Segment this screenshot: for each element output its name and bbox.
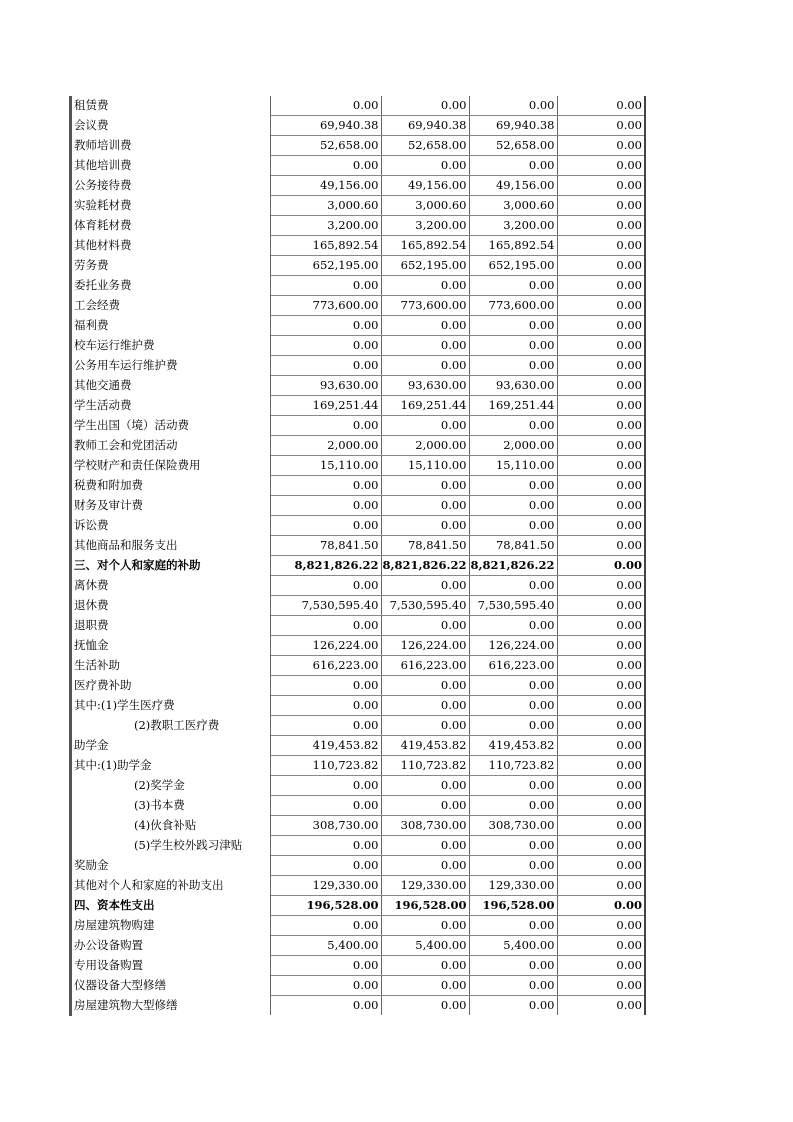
row-value-1: 69,940.38	[270, 116, 381, 136]
row-label: 退职费	[72, 616, 270, 636]
row-label: 退休费	[72, 596, 270, 616]
row-value-4: 0.00	[557, 916, 645, 936]
row-value-2: 3,200.00	[381, 216, 469, 236]
row-value-1: 110,723.82	[270, 756, 381, 776]
row-value-3: 0.00	[469, 856, 557, 876]
row-value-2: 0.00	[381, 336, 469, 356]
row-value-1: 652,195.00	[270, 256, 381, 276]
table-row	[72, 576, 645, 596]
row-value-3: 0.00	[469, 276, 557, 296]
row-label: 四、资本性支出	[72, 896, 270, 916]
row-label: 其他交通费	[72, 376, 270, 396]
table-row	[72, 636, 645, 656]
row-value-2: 0.00	[381, 416, 469, 436]
row-value-3: 0.00	[469, 516, 557, 536]
row-value-4: 0.00	[557, 136, 645, 156]
row-value-3: 2,000.00	[469, 436, 557, 456]
row-label: 三、对个人和家庭的补助	[72, 556, 270, 576]
table-row	[72, 476, 645, 496]
table-row	[72, 796, 645, 816]
row-value-2: 0.00	[381, 96, 469, 116]
row-value-2: 652,195.00	[381, 256, 469, 276]
row-value-3: 0.00	[469, 616, 557, 636]
table-row	[72, 456, 645, 476]
row-value-2: 0.00	[381, 976, 469, 996]
table-row	[72, 876, 645, 896]
row-value-3: 93,630.00	[469, 376, 557, 396]
row-value-2: 3,000.60	[381, 196, 469, 216]
row-value-1: 0.00	[270, 836, 381, 856]
row-value-4: 0.00	[557, 236, 645, 256]
row-value-3: 7,530,595.40	[469, 596, 557, 616]
row-value-2: 0.00	[381, 796, 469, 816]
row-value-1: 5,400.00	[270, 936, 381, 956]
row-value-3: 110,723.82	[469, 756, 557, 776]
row-value-1: 126,224.00	[270, 636, 381, 656]
row-value-4: 0.00	[557, 536, 645, 556]
table-row	[72, 96, 645, 116]
row-value-3: 129,330.00	[469, 876, 557, 896]
row-label: 诉讼费	[72, 516, 270, 536]
row-value-4: 0.00	[557, 996, 645, 1016]
row-value-3: 165,892.54	[469, 236, 557, 256]
row-value-3: 196,528.00	[469, 896, 557, 916]
row-value-4: 0.00	[557, 656, 645, 676]
table-row	[72, 936, 645, 956]
row-label: (4)伙食补贴	[72, 816, 270, 836]
row-value-4: 0.00	[557, 956, 645, 976]
table-row	[72, 376, 645, 396]
table-row	[72, 896, 645, 916]
row-value-4: 0.00	[557, 496, 645, 516]
row-value-3: 0.00	[469, 496, 557, 516]
row-value-4: 0.00	[557, 116, 645, 136]
row-value-4: 0.00	[557, 596, 645, 616]
row-label: 财务及审计费	[72, 496, 270, 516]
row-label: (2)奖学金	[72, 776, 270, 796]
row-value-4: 0.00	[557, 856, 645, 876]
row-value-2: 7,530,595.40	[381, 596, 469, 616]
row-value-2: 165,892.54	[381, 236, 469, 256]
row-label: 医疗费补助	[72, 676, 270, 696]
row-value-3: 52,658.00	[469, 136, 557, 156]
row-label: 工会经费	[72, 296, 270, 316]
table-row	[72, 176, 645, 196]
row-value-1: 0.00	[270, 796, 381, 816]
row-value-2: 0.00	[381, 676, 469, 696]
row-value-1: 0.00	[270, 716, 381, 736]
row-value-1: 169,251.44	[270, 396, 381, 416]
row-value-2: 126,224.00	[381, 636, 469, 656]
row-value-4: 0.00	[557, 296, 645, 316]
row-label: 其中:(1)助学金	[72, 756, 270, 776]
row-label: 其他培训费	[72, 156, 270, 176]
row-value-3: 0.00	[469, 316, 557, 336]
row-label: 仪器设备大型修缮	[72, 976, 270, 996]
row-value-4: 0.00	[557, 476, 645, 496]
row-value-2: 49,156.00	[381, 176, 469, 196]
row-value-1: 0.00	[270, 516, 381, 536]
row-value-4: 0.00	[557, 216, 645, 236]
row-value-3: 308,730.00	[469, 816, 557, 836]
table-row	[72, 916, 645, 936]
table-row	[72, 396, 645, 416]
row-label: (3)书本费	[72, 796, 270, 816]
row-value-1: 0.00	[270, 616, 381, 636]
row-value-4: 0.00	[557, 416, 645, 436]
row-label: 公务接待费	[72, 176, 270, 196]
row-value-4: 0.00	[557, 776, 645, 796]
row-value-2: 0.00	[381, 836, 469, 856]
row-value-2: 0.00	[381, 856, 469, 876]
table-row	[72, 436, 645, 456]
row-value-3: 419,453.82	[469, 736, 557, 756]
row-value-3: 69,940.38	[469, 116, 557, 136]
row-value-4: 0.00	[557, 696, 645, 716]
row-value-3: 0.00	[469, 476, 557, 496]
row-label: 实验耗材费	[72, 196, 270, 216]
row-value-2: 308,730.00	[381, 816, 469, 836]
row-value-3: 0.00	[469, 576, 557, 596]
row-value-2: 0.00	[381, 996, 469, 1016]
row-value-3: 169,251.44	[469, 396, 557, 416]
row-value-3: 0.00	[469, 956, 557, 976]
table-row	[72, 976, 645, 996]
table-row	[72, 776, 645, 796]
row-value-2: 93,630.00	[381, 376, 469, 396]
row-value-4: 0.00	[557, 196, 645, 216]
row-value-1: 15,110.00	[270, 456, 381, 476]
row-value-3: 0.00	[469, 156, 557, 176]
row-value-1: 0.00	[270, 336, 381, 356]
row-value-1: 0.00	[270, 416, 381, 436]
row-value-1: 52,658.00	[270, 136, 381, 156]
table-row	[72, 536, 645, 556]
row-label: 税费和附加费	[72, 476, 270, 496]
row-label: 校车运行维护费	[72, 336, 270, 356]
row-value-2: 0.00	[381, 916, 469, 936]
row-value-3: 15,110.00	[469, 456, 557, 476]
row-label: 教师工会和党团活动	[72, 436, 270, 456]
row-value-1: 2,000.00	[270, 436, 381, 456]
row-value-2: 196,528.00	[381, 896, 469, 916]
table-row	[72, 616, 645, 636]
row-label: 离休费	[72, 576, 270, 596]
row-value-4: 0.00	[557, 796, 645, 816]
row-value-2: 0.00	[381, 316, 469, 336]
row-value-4: 0.00	[557, 976, 645, 996]
row-value-2: 52,658.00	[381, 136, 469, 156]
row-value-3: 3,200.00	[469, 216, 557, 236]
row-value-4: 0.00	[557, 736, 645, 756]
row-value-2: 0.00	[381, 496, 469, 516]
row-value-3: 126,224.00	[469, 636, 557, 656]
row-value-3: 8,821,826.22	[469, 556, 557, 576]
row-value-1: 0.00	[270, 496, 381, 516]
row-value-3: 0.00	[469, 96, 557, 116]
table-row	[72, 996, 645, 1016]
row-label: (2)教职工医疗费	[72, 716, 270, 736]
table-row	[72, 196, 645, 216]
row-value-2: 0.00	[381, 356, 469, 376]
row-value-2: 0.00	[381, 696, 469, 716]
table-row	[72, 156, 645, 176]
row-label: 委托业务费	[72, 276, 270, 296]
row-value-1: 0.00	[270, 956, 381, 976]
row-value-1: 93,630.00	[270, 376, 381, 396]
row-value-2: 419,453.82	[381, 736, 469, 756]
row-label: 教师培训费	[72, 136, 270, 156]
row-value-3: 0.00	[469, 796, 557, 816]
row-label: 会议费	[72, 116, 270, 136]
row-value-4: 0.00	[557, 896, 645, 916]
row-value-2: 2,000.00	[381, 436, 469, 456]
row-value-1: 0.00	[270, 696, 381, 716]
row-label: 房屋建筑物大型修缮	[72, 996, 270, 1016]
row-value-2: 0.00	[381, 276, 469, 296]
row-value-3: 0.00	[469, 716, 557, 736]
row-value-2: 0.00	[381, 716, 469, 736]
row-value-2: 616,223.00	[381, 656, 469, 676]
row-value-4: 0.00	[557, 516, 645, 536]
row-value-4: 0.00	[557, 456, 645, 476]
table-row	[72, 676, 645, 696]
row-value-3: 0.00	[469, 676, 557, 696]
row-label: 抚恤金	[72, 636, 270, 656]
table-row	[72, 556, 645, 576]
row-value-4: 0.00	[557, 436, 645, 456]
row-value-2: 78,841.50	[381, 536, 469, 556]
row-value-3: 0.00	[469, 776, 557, 796]
row-value-2: 0.00	[381, 516, 469, 536]
row-label: 福利费	[72, 316, 270, 336]
row-value-4: 0.00	[557, 556, 645, 576]
table-row	[72, 116, 645, 136]
row-value-1: 49,156.00	[270, 176, 381, 196]
row-value-1: 0.00	[270, 856, 381, 876]
row-value-4: 0.00	[557, 756, 645, 776]
row-value-2: 0.00	[381, 776, 469, 796]
row-label: 公务用车运行维护费	[72, 356, 270, 376]
row-value-4: 0.00	[557, 396, 645, 416]
row-value-3: 49,156.00	[469, 176, 557, 196]
row-value-2: 129,330.00	[381, 876, 469, 896]
table-row	[72, 856, 645, 876]
table-row	[72, 416, 645, 436]
row-label: 体育耗材费	[72, 216, 270, 236]
row-label: 学校财产和责任保险费用	[72, 456, 270, 476]
table-row	[72, 136, 645, 156]
row-value-4: 0.00	[557, 376, 645, 396]
row-value-4: 0.00	[557, 616, 645, 636]
table-row	[72, 216, 645, 236]
row-value-1: 3,200.00	[270, 216, 381, 236]
row-value-1: 0.00	[270, 976, 381, 996]
row-value-1: 0.00	[270, 96, 381, 116]
row-value-3: 3,000.60	[469, 196, 557, 216]
row-value-1: 0.00	[270, 476, 381, 496]
row-value-2: 0.00	[381, 576, 469, 596]
table-row	[72, 336, 645, 356]
row-value-1: 308,730.00	[270, 816, 381, 836]
row-value-1: 0.00	[270, 776, 381, 796]
table-row	[72, 296, 645, 316]
row-value-1: 0.00	[270, 916, 381, 936]
table-body	[72, 96, 645, 1015]
row-value-4: 0.00	[557, 96, 645, 116]
row-value-4: 0.00	[557, 576, 645, 596]
table-row	[72, 276, 645, 296]
row-value-3: 652,195.00	[469, 256, 557, 276]
row-value-4: 0.00	[557, 836, 645, 856]
table-row	[72, 816, 645, 836]
row-label: 办公设备购置	[72, 936, 270, 956]
row-value-4: 0.00	[557, 156, 645, 176]
row-value-2: 773,600.00	[381, 296, 469, 316]
row-value-1: 0.00	[270, 316, 381, 336]
row-value-1: 773,600.00	[270, 296, 381, 316]
row-value-2: 0.00	[381, 156, 469, 176]
row-value-3: 0.00	[469, 916, 557, 936]
row-value-1: 8,821,826.22	[270, 556, 381, 576]
row-label: 专用设备购置	[72, 956, 270, 976]
row-value-4: 0.00	[557, 676, 645, 696]
row-value-4: 0.00	[557, 316, 645, 336]
row-value-4: 0.00	[557, 356, 645, 376]
row-value-4: 0.00	[557, 256, 645, 276]
row-label: 奖励金	[72, 856, 270, 876]
row-value-1: 129,330.00	[270, 876, 381, 896]
row-label: 助学金	[72, 736, 270, 756]
row-label: 租赁费	[72, 96, 270, 116]
row-value-1: 0.00	[270, 356, 381, 376]
table-row	[72, 696, 645, 716]
expenditure-table	[72, 96, 646, 1015]
table-row	[72, 516, 645, 536]
table-row	[72, 236, 645, 256]
table-row	[72, 756, 645, 776]
row-value-2: 110,723.82	[381, 756, 469, 776]
row-label: (5)学生校外践习津贴	[72, 836, 270, 856]
row-value-3: 0.00	[469, 356, 557, 376]
row-value-1: 0.00	[270, 996, 381, 1016]
row-value-3: 0.00	[469, 336, 557, 356]
row-label: 其他材料费	[72, 236, 270, 256]
table-row	[72, 496, 645, 516]
row-value-1: 0.00	[270, 156, 381, 176]
row-value-3: 0.00	[469, 696, 557, 716]
table-row	[72, 956, 645, 976]
row-value-4: 0.00	[557, 816, 645, 836]
row-value-2: 69,940.38	[381, 116, 469, 136]
row-value-1: 0.00	[270, 676, 381, 696]
row-value-3: 5,400.00	[469, 936, 557, 956]
row-value-3: 0.00	[469, 416, 557, 436]
row-value-1: 7,530,595.40	[270, 596, 381, 616]
row-value-2: 0.00	[381, 476, 469, 496]
row-value-1: 616,223.00	[270, 656, 381, 676]
row-value-3: 0.00	[469, 976, 557, 996]
table-row	[72, 736, 645, 756]
row-label: 学生活动费	[72, 396, 270, 416]
row-value-4: 0.00	[557, 936, 645, 956]
table-row	[72, 656, 645, 676]
row-value-1: 0.00	[270, 276, 381, 296]
row-value-4: 0.00	[557, 876, 645, 896]
row-value-2: 0.00	[381, 616, 469, 636]
row-label: 学生出国（境）活动费	[72, 416, 270, 436]
row-value-1: 165,892.54	[270, 236, 381, 256]
row-value-2: 5,400.00	[381, 936, 469, 956]
row-label: 劳务费	[72, 256, 270, 276]
row-value-2: 0.00	[381, 956, 469, 976]
row-label: 房屋建筑物购建	[72, 916, 270, 936]
row-value-1: 419,453.82	[270, 736, 381, 756]
row-value-2: 169,251.44	[381, 396, 469, 416]
row-value-1: 3,000.60	[270, 196, 381, 216]
table-row	[72, 836, 645, 856]
row-value-3: 773,600.00	[469, 296, 557, 316]
row-label: 其中:(1)学生医疗费	[72, 696, 270, 716]
row-label: 生活补助	[72, 656, 270, 676]
row-value-3: 0.00	[469, 836, 557, 856]
row-value-2: 15,110.00	[381, 456, 469, 476]
table-row	[72, 716, 645, 736]
row-value-4: 0.00	[557, 716, 645, 736]
table-row	[72, 316, 645, 336]
table-row	[72, 356, 645, 376]
row-value-4: 0.00	[557, 636, 645, 656]
row-value-3: 0.00	[469, 996, 557, 1016]
row-value-3: 78,841.50	[469, 536, 557, 556]
row-value-2: 8,821,826.22	[381, 556, 469, 576]
table-row	[72, 256, 645, 276]
row-value-1: 0.00	[270, 576, 381, 596]
row-value-3: 616,223.00	[469, 656, 557, 676]
row-value-4: 0.00	[557, 176, 645, 196]
row-value-4: 0.00	[557, 336, 645, 356]
table-row	[72, 596, 645, 616]
row-value-1: 196,528.00	[270, 896, 381, 916]
row-label: 其他对个人和家庭的补助支出	[72, 876, 270, 896]
expenditure-table-sheet	[72, 96, 645, 1015]
row-value-1: 78,841.50	[270, 536, 381, 556]
row-value-4: 0.00	[557, 276, 645, 296]
row-label: 其他商品和服务支出	[72, 536, 270, 556]
